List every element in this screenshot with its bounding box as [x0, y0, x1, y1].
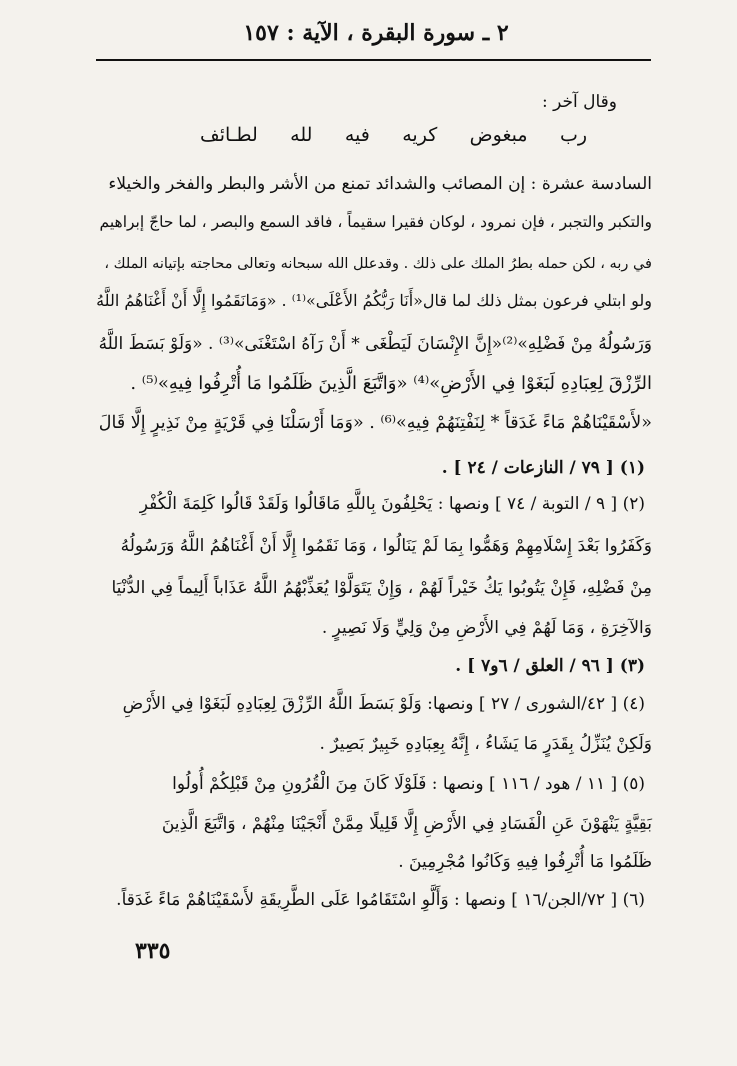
footnote: (٢) [ ٩ / التوبة / ٧٤ ] ونصها : يَحْلِفُونَ بِاللَّهِ مَاقَالُوا وَلَقَدْ قَالُوا كَلِمَةَ الْكُفْرِ	[139, 494, 645, 514]
footnote-continuation: وَالآخِرَةِ ، وَمَا لَهُمْ فِي الأَرْضِ مِنْ وَلِيٍّ وَلَا نَصِيرٍ .	[321, 618, 652, 638]
body-line: وَرَسُولُهُ مِنْ فَضْلِهِ»⁽²⁾«إِنَّ الإِنْسَانَ لَيَطْغَى * أَنْ رَآهُ اسْتَغْنَى»⁽³⁾ . «وَلَوْ بَسَطَ اللَّهُ	[98, 334, 652, 354]
body-line: الرِّزْقَ لِعِبَادِهِ لَبَغَوْا فِي الأَرْضِ»⁽⁴⁾ «وَاتَّبَعَ الَّذِينَ ظَلَمُوا مَا أُتْرِفُوا فِيهِ»⁽⁵⁾ .	[130, 373, 652, 394]
footnote: (٤) [ ٤٢/الشورى / ٢٧ ] ونصها: وَلَوْ بَسَطَ اللَّهُ الرِّزْقَ لِعِبَادِهِ لَبَغَوْا فِي الأَرْضِ	[122, 694, 645, 714]
poem-word: فيه	[344, 124, 370, 146]
footnote: (١) [ ٧٩ / النازعات / ٢٤ ] .	[441, 458, 645, 478]
footnote-continuation: وَكَفَرُوا بَعْدَ إِسْلَامِهِمْ وَهَمُّوا بِمَا لَمْ يَنَالُوا ، وَمَا نَقَمُوا إِلَّا أَنْ أَغْنَاهُمُ اللَّهُ وَرَسُولُهُ	[120, 536, 652, 556]
poem-word: مبغوض	[469, 124, 528, 146]
footnote: (٣) [ ٩٦ / العلق / ٦و٧ ] .	[455, 656, 645, 676]
body-line: في ربه ، لكن حمله بطرُ الملك على ذلك . وقدعلل الله سبحانه وتعالى محاجته بإتيانه الملك ،	[104, 256, 652, 272]
poem-verse	[200, 124, 587, 146]
footnote-continuation: ظَلَمُوا مَا أُتْرِفُوا فِيهِ وَكَانُوا مُجْرِمِينَ .	[398, 852, 652, 872]
footnote-continuation: مِنْ فَضْلِهِ، فَإِنْ يَتُوبُوا يَكُ خَيْراً لَهُمْ ، وَإِنْ يَتَوَلَّوْا يُعَذِّبْهُمُ اللَّهُ عَذَاباً أَلِيماً فِي الدُّنْيَا	[111, 578, 652, 598]
footnote-continuation: وَلَكِنْ يُنَزِّلُ بِقَدَرٍ مَا يَشَاءُ ، إِنَّهُ بِعِبَادِهِ خَبِيرٌ بَصِيرٌ .	[319, 734, 652, 754]
header-rule	[96, 59, 651, 61]
footnote-continuation: بَقِيَّةٍ يَنْهَوْنَ عَنِ الْفَسَادِ فِي الأَرْضِ إِلَّا قَلِيلًا مِمَّنْ أَنْجَيْنَا مِنْهُمْ ، وَاتَّبَعَ الَّذِينَ	[161, 814, 652, 834]
poem-word: كريه	[402, 124, 438, 146]
poem-word: رب	[559, 124, 587, 146]
intro-text: وقال آخر :	[541, 92, 617, 112]
page-header: ٢ ـ سورة البقرة ، الآية : ١٥٧	[243, 20, 509, 46]
footnote: (٥) [ ١١ / هود / ١١٦ ] ونصها : فَلَوْلَا كَانَ مِنَ الْقُرُونِ مِنْ قَبْلِكُمْ أُولُوا	[172, 774, 645, 794]
body-line: ولو ابتلي فرعون بمثل ذلك لما قال«أَنَا رَبُّكُمُ الأَعْلَى»⁽¹⁾ . «وَمَانَقَمُوا إِلَّا أَنْ أَغْنَاهُمُ اللَّهُ	[96, 291, 652, 310]
body-line: والتكبر والتجبر ، فإن نمرود ، لوكان فقيرا سقيماً ، فاقد السمع والبصر ، لما حاجّ إبراهيم	[99, 213, 652, 231]
poem-word: لطـائف	[200, 124, 258, 146]
footnote: (٦) [ ٧٢/الجن/١٦ ] ونصها : وَأَلَّوِ اسْتَقَامُوا عَلَى الطَّرِيقَةِ لأَسْقَيْنَاهُمْ مَاءً غَدَقاً.	[116, 890, 645, 910]
page-number: ٣٣٥	[135, 938, 171, 964]
body-line: «لأَسْقَيْنَاهُمْ مَاءً غَدَقاً * لِنَفْتِنَهُمْ فِيهِ»⁽⁶⁾ . «وَمَا أَرْسَلْنَا فِي قَرْيَةٍ مِنْ نَذِيرٍ إِلَّا قَالَ	[98, 413, 652, 433]
poem-word: لله	[290, 124, 313, 146]
body-line: السادسة عشرة : إن المصائب والشدائد تمنع من الأشر والبطر والفخر والخيلاء	[108, 174, 652, 194]
